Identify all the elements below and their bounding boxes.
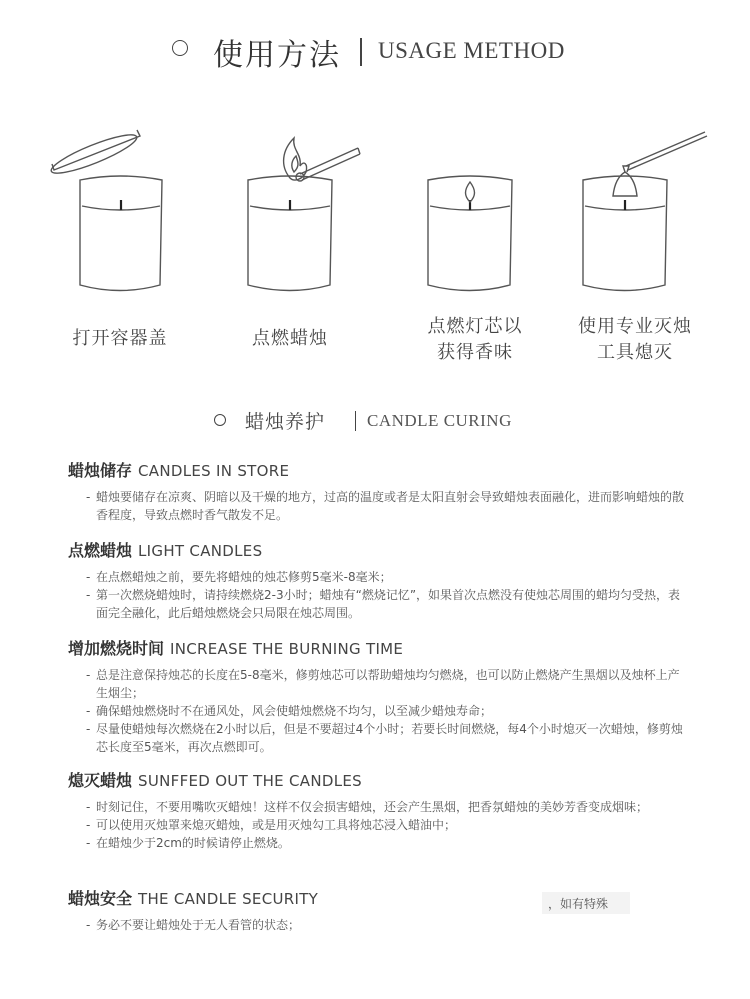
bullet-list <box>68 798 688 852</box>
section-title-zh: 蜡烛储存 <box>68 461 133 480</box>
list-item: - 在点燃蜡烛之前，要先将蜡烛的烛芯修剪5毫米-8毫米； <box>86 570 392 584</box>
section-light <box>68 538 688 622</box>
list-item: - 尽量使蜡烛每次燃烧在2小时以后，但是不要超过4个小时；若要长时间燃烧，每4个小时熄灭一次蜡烛，修剪烛芯长度至5毫米，再次点燃即可。 <box>86 722 683 754</box>
list-item: - 确保蜡烛燃烧时不在通风处，风会使蜡烛燃烧不均匀，以至减少蜡烛寿命； <box>86 704 493 718</box>
usage-method-header <box>0 30 750 74</box>
section-title-en: SUNFFED OUT THE CANDLES <box>138 772 362 790</box>
step-2-label: 点燃蜡烛 <box>252 328 328 349</box>
candle-curing-header <box>0 404 750 438</box>
section-title <box>68 768 688 792</box>
bullet-list <box>68 916 688 934</box>
step-4-label: 使用专业灭烛 工具熄灭 <box>578 316 692 363</box>
section-snuff-out <box>68 768 688 852</box>
lighting-match-icon <box>210 120 370 300</box>
curing-title-zh: 蜡烛养护 <box>245 411 326 433</box>
list-item: - 总是注意保持烛芯的长度在5-8毫米，修剪烛芯可以帮助蜡烛均匀燃烧，也可以防止燃烧产生黑烟以及烛杯上产生烟尘； <box>86 668 680 700</box>
section-title <box>68 636 688 660</box>
section-title <box>68 538 688 562</box>
circle-bullet-icon <box>214 414 226 426</box>
bullet-list <box>68 666 688 756</box>
list-item: - 在蜡烛少于2cm的时候请停止燃烧。 <box>86 836 290 850</box>
list-item: - 务必不要让蜡烛处于无人看管的状态； <box>86 918 301 932</box>
curing-title-en: CANDLE CURING <box>367 411 512 430</box>
section-title-en: THE CANDLE SECURITY <box>138 890 319 908</box>
open-lid-jar-icon <box>40 120 190 300</box>
usage-title-zh: 使用方法 <box>213 38 341 73</box>
section-title-en: CANDLES IN STORE <box>138 462 290 480</box>
section-store <box>68 458 688 524</box>
usage-steps <box>0 120 750 420</box>
list-item: - 第一次燃烧蜡烛时，请持续燃烧2-3小时；蜡烛有“燃烧记忆”，如果首次点燃没有使烛芯周围的蜡均匀受热，表面完全融化，此后蜡烛燃烧会只局限在烛芯周围。 <box>86 588 681 620</box>
list-item: - 可以使用灭烛罩来熄灭蜡烛，或是用灭烛勾工具将烛芯浸入蜡油中； <box>86 818 457 832</box>
step-1-label: 打开容器盖 <box>72 328 168 349</box>
section-title-zh: 增加燃烧时间 <box>68 639 165 658</box>
title-divider <box>355 411 356 431</box>
section-title <box>68 458 688 482</box>
section-title-en: LIGHT CANDLES <box>138 542 263 560</box>
circle-bullet-icon <box>172 40 188 56</box>
bullet-list <box>68 568 688 622</box>
list-item: - 蜡烛要储存在凉爽、阴暗以及干燥的地方，过高的温度或者是太阳直射会导致蜡烛表面融化，进而影响蜡烛的散香程度，导致点燃时香气散发不足。 <box>86 490 685 522</box>
title-divider <box>360 38 362 66</box>
section-title-zh: 蜡烛安全 <box>68 889 133 908</box>
section-burning-time <box>68 636 688 756</box>
section-title-zh: 点燃蜡烛 <box>68 541 133 560</box>
section-title-en: INCREASE THE BURNING TIME <box>170 640 404 658</box>
snuffer-icon <box>545 120 715 300</box>
list-item: - 时刻记住，不要用嘴吹灭蜡烛！这样不仅会损害蜡烛，还会产生黑烟，把香氛蜡烛的美妙芳香变成烟味； <box>86 800 649 814</box>
step-3-label: 点燃灯芯以 获得香味 <box>427 316 523 363</box>
bullet-list <box>68 488 688 524</box>
tooltip-note: ，如有特殊 <box>542 892 630 914</box>
burning-candle-icon <box>390 120 550 300</box>
section-title-zh: 熄灭蜡烛 <box>68 771 133 790</box>
usage-title-en: USAGE METHOD <box>378 38 565 63</box>
